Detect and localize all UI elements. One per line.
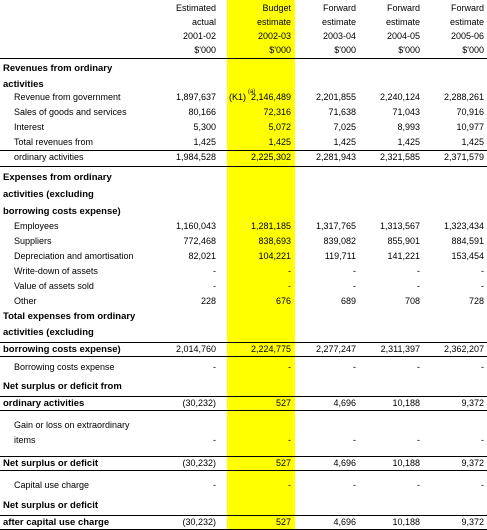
section-heading: Total expenses from ordinary: [3, 311, 136, 322]
column-header-line3: 2001-02: [182, 31, 216, 41]
table-cell: -: [213, 266, 216, 276]
column-header-line3: 2002-03: [257, 31, 291, 41]
table-cell: 2,321,585: [379, 152, 420, 162]
table-cell: 10,188: [392, 517, 420, 527]
table-cell: -: [353, 266, 356, 276]
table-cell: -: [353, 435, 356, 445]
table-cell: 1,313,567: [379, 221, 420, 231]
column-header-line4: $'000: [462, 45, 484, 55]
table-cell: 1,984,528: [175, 152, 216, 162]
table-cell: 1,425: [461, 137, 484, 147]
table-cell: 10,188: [392, 398, 420, 408]
table-cell: 8,993: [397, 122, 420, 132]
row-label: Employees: [14, 221, 59, 231]
table-cell: 2,225,302: [250, 152, 291, 162]
section-heading: Net surplus or deficit from: [3, 381, 122, 392]
row-label: items: [14, 435, 36, 445]
table-cell: 1,317,765: [315, 221, 356, 231]
table-cell: -: [213, 281, 216, 291]
table-cell: (30,232): [182, 458, 216, 468]
table-cell: -: [213, 480, 216, 490]
table-cell: 2,014,760: [175, 344, 216, 354]
table-cell: 228: [200, 296, 216, 306]
table-cell: -: [417, 362, 420, 372]
table-cell: 2,146,489: [250, 92, 291, 102]
row-label: Suppliers: [14, 236, 52, 246]
table-rule: [0, 342, 487, 343]
table-cell: 1,425: [268, 137, 291, 147]
table-cell: (30,232): [182, 398, 216, 408]
table-rule: [0, 356, 487, 357]
table-cell: 1,897,637: [175, 92, 216, 102]
row-label: Value of assets sold: [14, 281, 94, 291]
table-cell: 104,221: [258, 251, 291, 261]
table-cell: 676: [275, 296, 291, 306]
column-header-line4: $'000: [194, 45, 216, 55]
section-heading: borrowing costs expense): [3, 344, 121, 355]
row-label: ordinary activities: [14, 152, 84, 162]
table-cell: (30,232): [182, 517, 216, 527]
section-heading: after capital use charge: [3, 517, 110, 528]
row-marker: (K1): [229, 92, 247, 102]
table-cell: -: [213, 435, 216, 445]
column-header-line1: Forward: [322, 3, 356, 13]
row-label: Total revenues from: [14, 137, 94, 147]
table-cell: 1,425: [333, 137, 356, 147]
table-cell: 2,281,943: [315, 152, 356, 162]
column-header-line4: $'000: [269, 45, 291, 55]
row-label: Other: [14, 296, 37, 306]
table-cell: -: [353, 362, 356, 372]
section-heading: Net surplus or deficit: [3, 458, 99, 469]
table-cell: 1,323,434: [443, 221, 484, 231]
table-cell: 2,224,775: [250, 344, 291, 354]
row-label: Capital use charge: [14, 480, 90, 490]
table-cell: 1,160,043: [175, 221, 216, 231]
column-header-line1: Forward: [450, 3, 484, 13]
table-cell: 1,281,185: [250, 221, 291, 231]
table-cell: -: [417, 480, 420, 490]
table-cell: -: [288, 480, 291, 490]
section-heading: ordinary activities: [3, 398, 85, 409]
table-cell: 10,977: [456, 122, 484, 132]
table-cell: 4,696: [333, 398, 356, 408]
column-header-line1: Budget: [262, 3, 291, 13]
table-cell: 839,082: [323, 236, 356, 246]
table-rule: [0, 150, 487, 151]
table-cell: 527: [275, 458, 291, 468]
row-label: Depreciation and amortisation: [14, 251, 134, 261]
table-cell: -: [288, 266, 291, 276]
column-header-line4: $'000: [334, 45, 356, 55]
table-cell: 2,371,579: [443, 152, 484, 162]
table-cell: 855,901: [387, 236, 420, 246]
table-cell: -: [481, 480, 484, 490]
table-cell: 728: [468, 296, 484, 306]
row-label: Borrowing costs expense: [14, 362, 115, 372]
table-cell: 119,711: [324, 251, 356, 261]
table-cell: 10,188: [392, 458, 420, 468]
table-cell: -: [481, 435, 484, 445]
budget-column-highlight: [227, 0, 295, 530]
column-header-line2: estimate: [449, 17, 484, 27]
table-rule: [0, 410, 487, 411]
table-cell: 7,025: [333, 122, 356, 132]
table-cell: 689: [340, 296, 356, 306]
table-cell: 141,221: [387, 251, 420, 261]
table-cell: -: [213, 362, 216, 372]
table-cell: 1,425: [193, 137, 216, 147]
table-cell: -: [353, 281, 356, 291]
table-cell: -: [481, 362, 484, 372]
table-cell: 838,693: [258, 236, 291, 246]
table-cell: -: [288, 435, 291, 445]
column-header-line2: estimate: [256, 17, 291, 27]
table-cell: 708: [404, 296, 420, 306]
row-label: Interest: [14, 122, 45, 132]
column-header-line4: $'000: [398, 45, 420, 55]
table-cell: 71,043: [392, 107, 420, 117]
row-marker-superscript: (a): [248, 89, 256, 95]
table-cell: 1,425: [397, 137, 420, 147]
section-heading: Net surplus or deficit: [3, 500, 99, 511]
table-cell: -: [417, 435, 420, 445]
table-cell: -: [288, 362, 291, 372]
table-cell: 2,311,397: [380, 344, 420, 354]
table-cell: 70,916: [456, 107, 484, 117]
table-cell: 9,372: [461, 458, 484, 468]
table-cell: 2,362,207: [443, 344, 484, 354]
section-heading: activities: [3, 79, 44, 90]
table-cell: 2,201,855: [315, 92, 356, 102]
table-cell: 884,591: [451, 236, 484, 246]
column-header-line3: 2004-05: [386, 31, 420, 41]
table-cell: 153,454: [451, 251, 484, 261]
column-header-line1: Estimated: [175, 3, 216, 13]
table-cell: 772,468: [183, 236, 216, 246]
table-cell: 9,372: [461, 398, 484, 408]
section-heading: activities (excluding: [3, 189, 94, 200]
table-rule: [0, 456, 487, 457]
table-cell: -: [417, 281, 420, 291]
section-heading: Revenues from ordinary: [3, 63, 113, 74]
column-header-line3: 2005-06: [450, 31, 484, 41]
table-cell: 527: [275, 517, 291, 527]
table-cell: 72,316: [263, 107, 291, 117]
row-label: Sales of goods and services: [14, 107, 127, 117]
table-cell: -: [353, 480, 356, 490]
table-cell: 2,277,247: [315, 344, 356, 354]
table-rule: [0, 166, 487, 167]
table-cell: -: [417, 266, 420, 276]
table-rule: [0, 58, 487, 59]
table-cell: 527: [275, 398, 291, 408]
row-label: Write-down of assets: [14, 266, 98, 276]
table-cell: 5,072: [268, 122, 291, 132]
table-cell: -: [481, 281, 484, 291]
table-rule: [0, 515, 487, 516]
table-cell: 82,021: [188, 251, 216, 261]
column-header-line2: actual: [191, 17, 216, 27]
column-header-line1: Forward: [386, 3, 420, 13]
section-heading: activities (excluding: [3, 327, 94, 338]
table-rule: [0, 396, 487, 397]
table-cell: 80,166: [188, 107, 216, 117]
row-label: Revenue from government: [14, 92, 121, 102]
row-label: Gain or loss on extraordinary: [14, 420, 130, 430]
table-cell: 4,696: [333, 517, 356, 527]
table-cell: 71,638: [328, 107, 356, 117]
table-cell: 9,372: [461, 517, 484, 527]
column-header-line2: estimate: [385, 17, 420, 27]
table-cell: 4,696: [333, 458, 356, 468]
table-cell: -: [481, 266, 484, 276]
table-cell: 2,240,124: [379, 92, 420, 102]
section-heading: borrowing costs expense): [3, 206, 121, 217]
section-heading: Expenses from ordinary: [3, 172, 112, 183]
table-cell: 5,300: [193, 122, 216, 132]
table-cell: 2,288,261: [443, 92, 484, 102]
table-rule: [0, 470, 487, 471]
table-cell: -: [288, 281, 291, 291]
column-header-line2: estimate: [321, 17, 356, 27]
column-header-line3: 2003-04: [322, 31, 356, 41]
